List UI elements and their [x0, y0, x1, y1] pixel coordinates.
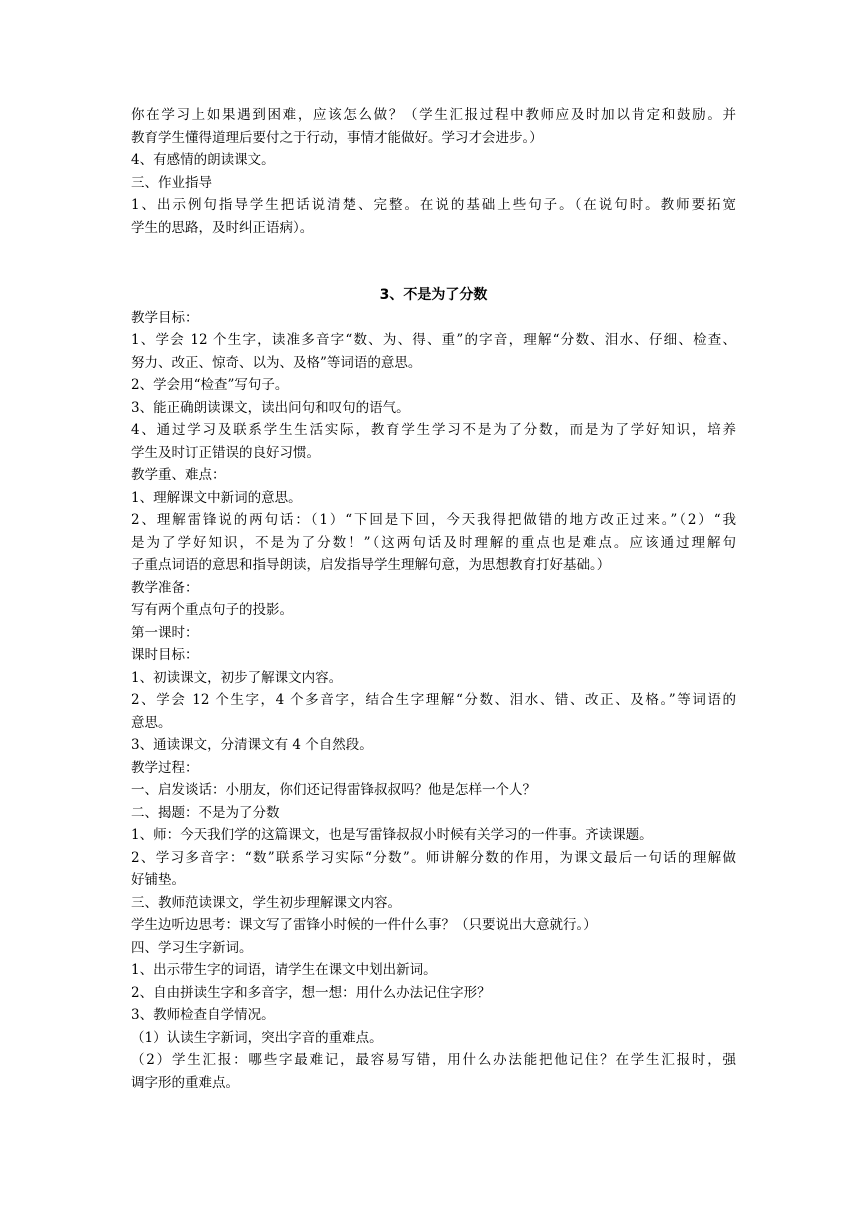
text-line: 三、作业指导: [131, 174, 212, 191]
text-line: 1、出示例句指导学生把话说清楚、完整。在说的基础上些句子。（在说句时。教师要拓宽: [131, 197, 736, 213]
document-page: [131, 104, 736, 1094]
section-before: [131, 104, 736, 239]
lesson-title: 3、不是为了分数: [379, 287, 488, 303]
text-line: 三、教师范读课文，学生初步理解课文内容。: [131, 894, 401, 911]
text-line: 二、揭题：不是为了分数: [131, 804, 280, 821]
text-line: 3、教师检查自学情况。: [131, 1007, 275, 1023]
text-line: 2、自由拼读生字和多音字，想一想：用什么办法记住字形？: [131, 984, 491, 1001]
text-line: 四、学习生字新词。: [131, 939, 253, 956]
text-line: 学生边听边思考：课文写了雷锋小时候的一件什么事？（只要说出大意就行。）: [131, 917, 597, 933]
text-line: 3、能正确朗读课文，读出问句和叹句的语气。: [131, 399, 410, 416]
text-line: 你在学习上如果遇到困难，应该怎么做？（学生汇报过程中教师应及时加以肯定和鼓励。并: [131, 107, 736, 123]
text-line: 调字形的重难点。: [131, 1074, 239, 1091]
text-line: 第一课时：: [131, 624, 199, 641]
text-line: 教学重、难点：: [131, 467, 226, 483]
section-after: [131, 307, 736, 1095]
text-line: 2、理解雷锋说的两句话：（1）“下回是下回，今天我得把做错的地方改正过来。”（2）“我: [131, 512, 736, 528]
text-line: 教学准备：: [131, 579, 199, 596]
section-gap: [131, 239, 736, 284]
text-line: （2）学生汇报：哪些字最难记，最容易写错，用什么办法能把他记住？在学生汇报时，强: [131, 1052, 736, 1068]
text-line: 写有两个重点句子的投影。: [131, 602, 293, 618]
text-line: 4、通过学习及联系学生生活实际，教育学生学习不是为了分数，而是为了学好知识，培养: [131, 422, 736, 438]
text-line: 教育学生懂得道理后要付之于行动，事情才能做好。学习才会进步。）: [131, 129, 543, 146]
text-line: 2、学习多音字：“数”联系学习实际“分数”。师讲解分数的作用，为课文最后一句话的理解做: [131, 849, 736, 866]
text-line: 努力、改正、惊奇、以为、及格”等词语的意思。: [131, 354, 422, 371]
text-line: 好铺垫。: [131, 872, 185, 888]
text-line: 1、初读课文，初步了解课文内容。: [131, 669, 343, 686]
text-line: 是为了学好知识，不是为了分数！”（这两句话及时理解的重点也是难点。应该通过理解句: [131, 534, 736, 551]
text-line: 4、有感情的朗读课文。: [131, 152, 275, 168]
text-line: 子重点词语的意思和指导朗读，启发指导学生理解句意，为思想教育打好基础。）: [131, 557, 611, 573]
text-line: 课时目标：: [131, 647, 199, 663]
text-line: 1、理解课文中新词的意思。: [131, 489, 302, 506]
text-line: 1、出示带生字的词语，请学生在课文中划出新词。: [131, 962, 437, 978]
text-line: 一、启发谈话：小朋友，你们还记得雷锋叔叔吗？他是怎样一个人？: [131, 782, 536, 798]
text-line: （1）认读生字新词，突出字音的重难点。: [131, 1029, 383, 1046]
text-line: 1、学会 12 个生字，读准多音字“数、为、得、重”的字音，理解“分数、泪水、仔细、检查、: [131, 332, 736, 348]
text-line: 教学过程：: [131, 759, 199, 776]
text-line: 意思。: [131, 714, 172, 731]
text-line: 3、通读课文，分清课文有 4 个自然段。: [131, 737, 373, 753]
text-line: 学生及时订正错误的良好习惯。: [131, 444, 320, 461]
text-line: 1、师：今天我们学的这篇课文，也是写雷锋叔叔小时候有关学习的一件事。齐读课题。: [131, 827, 653, 843]
text-line: 2、学会用“检查”写句子。: [131, 377, 289, 393]
text-line: 教学目标：: [131, 309, 199, 326]
text-line: 学生的思路，及时纠正语病）。: [131, 219, 314, 236]
text-line: 2、学会 12 个生字，4 个多音字，结合生字理解“分数、泪水、错、改正、及格。”等词语的: [131, 692, 736, 708]
